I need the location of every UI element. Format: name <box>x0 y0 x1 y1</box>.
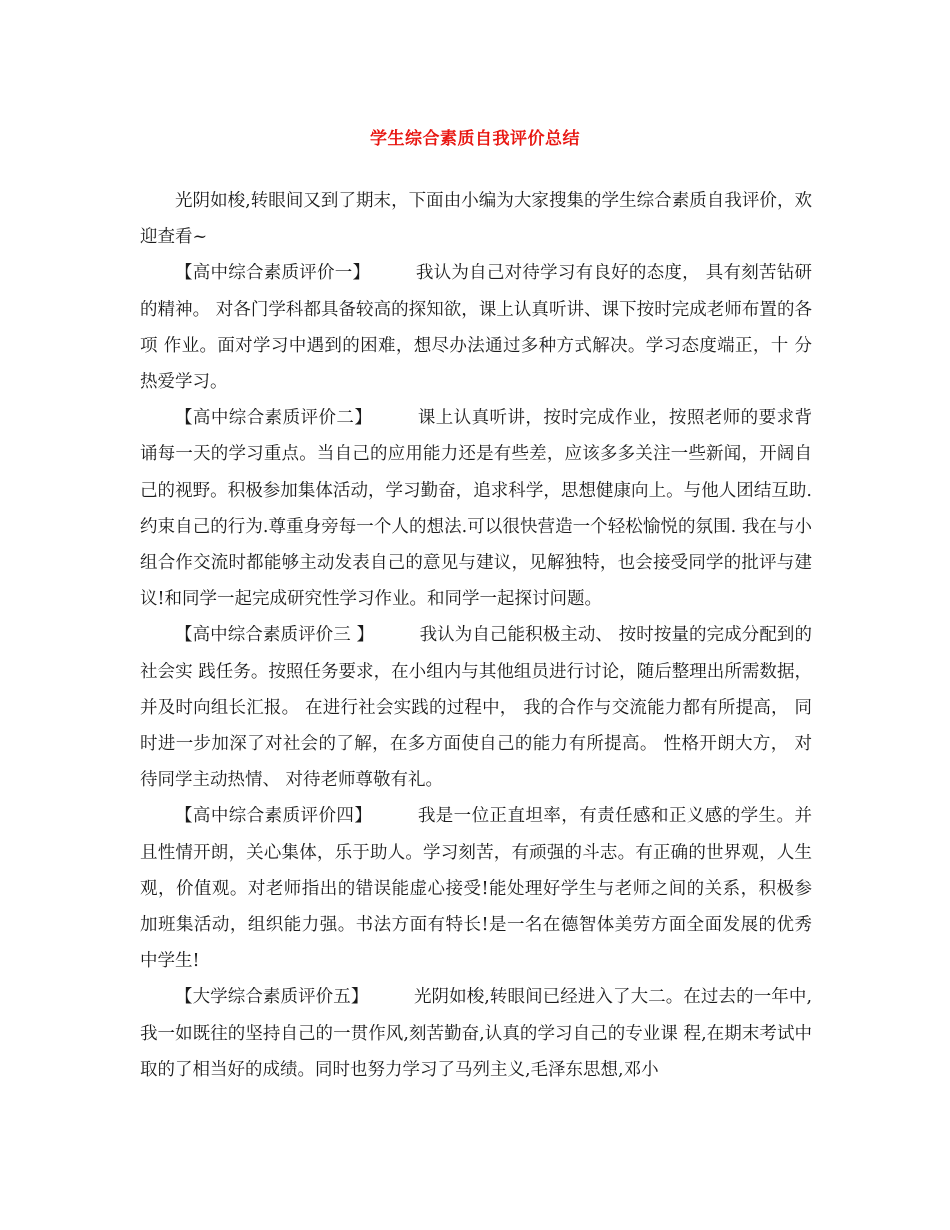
section-1 <box>140 255 812 400</box>
intro-paragraph: 光阴如梭,转眼间又到了期末，下面由小编为大家搜集的学生综合素质自我评价，欢迎查看~ <box>140 191 812 248</box>
section-heading: 【高中综合素质评价三 】 <box>175 625 375 646</box>
section-text: 我认为自己对待学习有良好的态度， 具有刻苦钻研的精神。 对各门学科都具备较高的探知欲，课上认真听讲、课下按时完成老师布置的各项 作业。面对学习中遇到的困难，想尽办法通过多种方式解决。学习态度端正，十 分热爱学习。 <box>140 263 812 393</box>
section-2 <box>140 400 812 617</box>
section-heading: 【大学综合素质评价五】 <box>175 987 369 1008</box>
section-4 <box>140 798 812 979</box>
document-title: 学生综合素质自我评价总结 <box>370 129 580 149</box>
section-heading: 【高中综合素质评价四】 <box>175 806 373 827</box>
section-text: 我是一位正直坦率，有责任感和正义感的学生。并且性情开朗，关心集体，乐于助人。学习刻苦，有顽强的斗志。有正确的世界观，人生观，价值观。对老师指出的错误能虚心接受!能处理好学生与老师之间的关系，积极参加班集活动，组织能力强。书法方面有特长!是一名在德智体美劳方面全面发展的优秀中学生! <box>140 806 812 972</box>
section-5 <box>140 979 812 1088</box>
section-heading: 【高中综合素质评价一】 <box>175 263 371 284</box>
document-body <box>140 183 812 1088</box>
section-heading: 【高中综合素质评价二】 <box>175 408 373 429</box>
section-text: 我认为自己能积极主动、 按时按量的完成分配到的社会实 践任务。按照任务要求，在小组内与其他组员进行讨论，随后整理出所需数据， 并及时向组长汇报。 在进行社会实践的过程中， 我的合作与交流能力都有所提高， 同时进一步加深了对社会的了解，在多方面使自己的能力有所提高。 性格开朗大方， 对待同学主动热情、 对待老师尊敬有礼。 <box>140 625 812 791</box>
section-text: 课上认真听讲，按时完成作业，按照老师的要求背诵每一天的学习重点。当自己的应用能力还是有些差，应该多多关注一些新闻，开阔自己的视野。积极参加集体活动，学习勤奋，追求科学，思想健康向上。与他人团结互助.约束自己的行为.尊重身旁每一个人的想法.可以很快营造一个轻松愉悦的氛围. 我在与小组合作交流时都能够主动发表自己的意见与建议，见解独特，也会接受同学的批评与建议!和同学一起完成研究性学习作业。和同学一起探讨问题。 <box>140 408 812 610</box>
section-text: 光阴如梭,转眼间已经进入了大二。在过去的一年中,我一如既往的坚持自己的一贯作风,刻苦勤奋,认真的学习自己的专业课 程,在期末考试中取的了相当好的成绩。同时也努力学习了马列主义,毛泽东思想,邓小 <box>140 987 813 1080</box>
section-3 <box>140 617 812 798</box>
